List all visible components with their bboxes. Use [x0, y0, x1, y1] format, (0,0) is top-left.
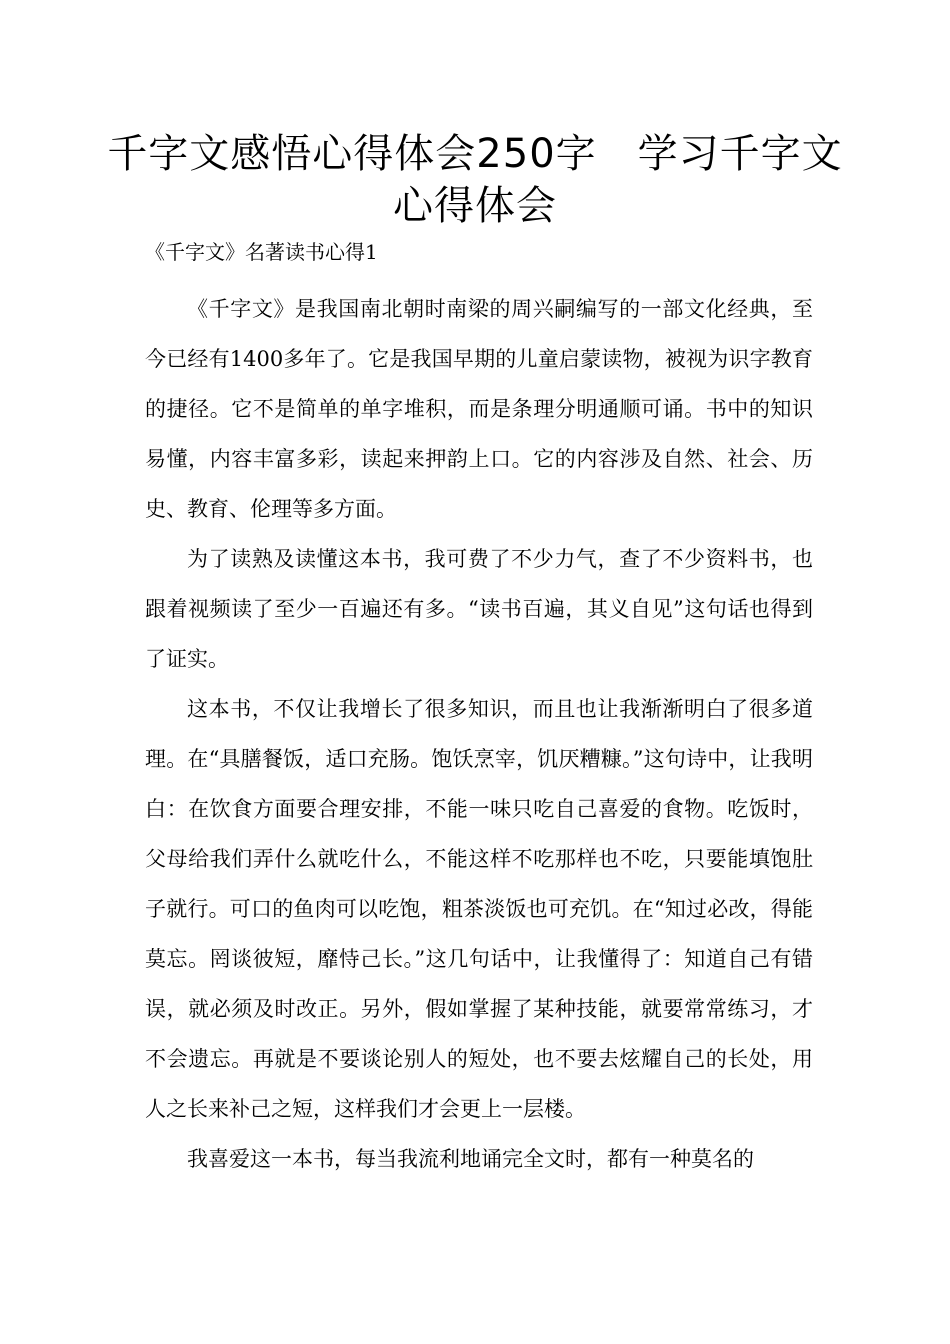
section-heading: 《千字文》名著读书心得1: [145, 240, 378, 264]
paragraph-4: 我喜爱这一本书，每当我流利地诵完全文时，都有一种莫名的: [187, 1147, 754, 1171]
paragraph-2: 为了读熟及读懂这本书，我可费了不少力气，查了不少资料书，也跟着视频读了至少一百遍还有多。“读书百遍，其义自见”这句话也得到了证实。: [145, 547, 813, 671]
paragraph-3: 这本书，不仅让我增长了很多知识，而且也让我渐渐明白了很多道理。在“具膳餐饭，适口充肠。饱饫烹宰，饥厌糟糠。”这句诗中，让我明白：在饮食方面要合理安排，不能一味只吃自己喜爱的食物。吃饭时，父母给我们弄什么就吃什么，不能这样不吃那样也不吃，只要能填饱肚子就行。可口的鱼肉可以吃饱，粗茶淡饭也可充饥。在“知过必改，得能莫忘。罔谈彼短，靡恃己长。”这几句话中，让我懂得了：知道自己有错误，就必须及时改正。另外，假如掌握了某种技能，就要常常练习，才不会遗忘。再就是不要谈论别人的短处，也不要去炫耀自己的长处，用人之长来补己之短，这样我们才会更上一层楼。: [145, 697, 813, 1121]
document-body: [145, 284, 813, 1184]
paragraph-1: 《千字文》是我国南北朝时南梁的周兴嗣编写的一部文化经典，至今已经有1400多年了。它是我国早期的儿童启蒙读物，被视为识字教育的捷径。它不是简单的单字堆积，而是条理分明通顺可诵。书中的知识易懂，内容丰富多彩，读起来押韵上口。它的内容涉及自然、社会、历史、教育、伦理等多方面。: [145, 297, 813, 521]
document-title: 千字文感悟心得体会250字 学习千字文心得体会: [107, 131, 843, 229]
